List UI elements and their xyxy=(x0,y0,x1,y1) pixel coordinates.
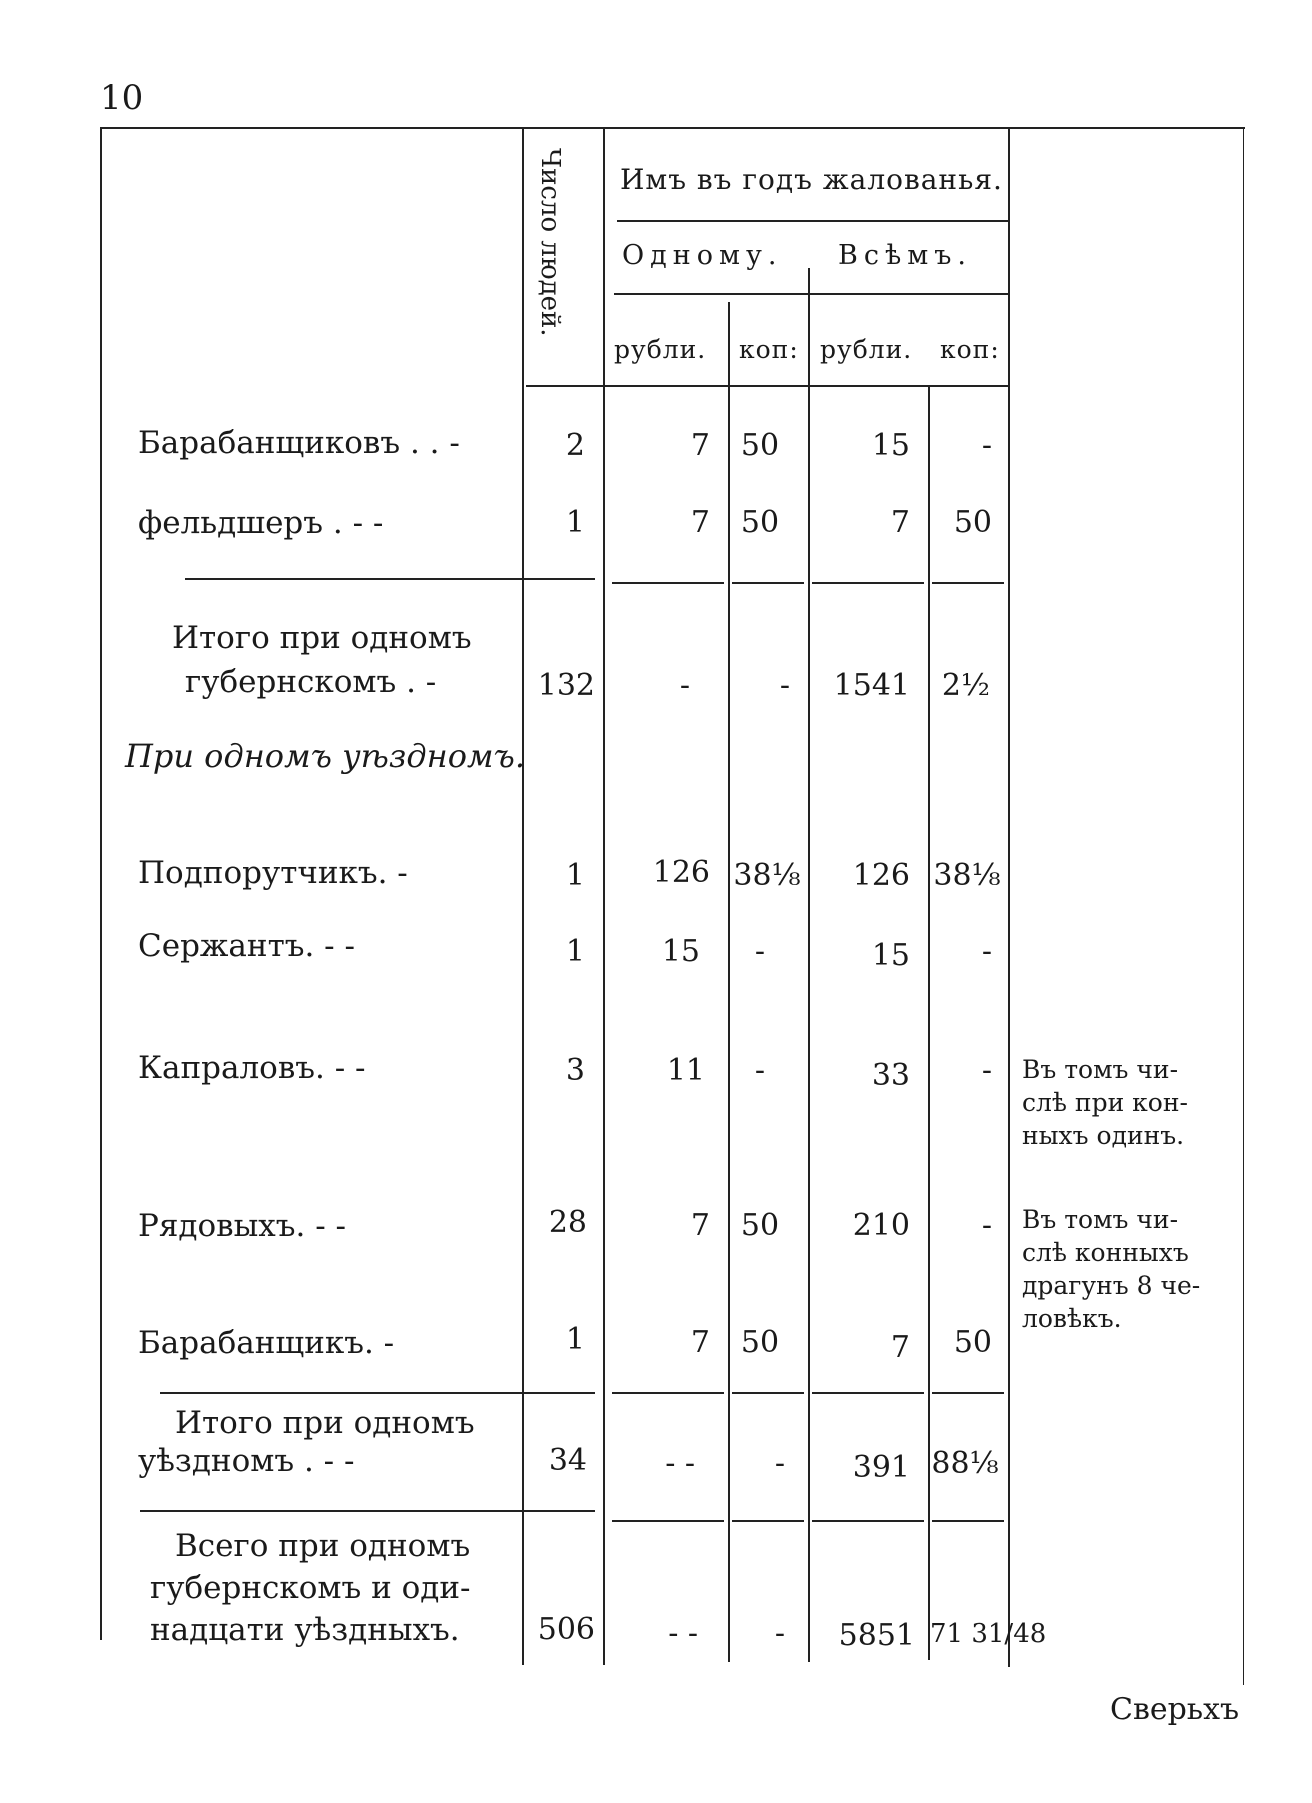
salary-header-rule xyxy=(617,220,1009,222)
count-column-header: Число людей. xyxy=(535,148,565,337)
page-number: 10 xyxy=(100,78,144,118)
total-uezd-all-rub: 391 xyxy=(852,1450,910,1485)
ryadov-note: слѣ конныхъ xyxy=(1022,1238,1189,1267)
row-label: Сержантъ. - - xyxy=(138,928,355,964)
top-rule xyxy=(100,127,1245,129)
grand-total-label: Всего при одномъ xyxy=(175,1528,471,1564)
row-all-kop: - xyxy=(981,1208,992,1243)
ryadov-note: драгунъ 8 че- xyxy=(1022,1271,1201,1300)
row-label: Подпорутчикъ. - xyxy=(138,855,408,891)
row-count: 2 xyxy=(565,428,585,463)
row-label: Барабанщикъ. - xyxy=(138,1325,395,1361)
total-uezd-label: Итого при одномъ xyxy=(175,1405,475,1441)
total-separator xyxy=(160,1392,595,1394)
total-uezd-label: уѣздномъ . - - xyxy=(138,1443,355,1479)
total-gubernia-one-kop: - xyxy=(779,668,790,703)
row-one-rub: 7 xyxy=(690,1208,710,1243)
total-separator xyxy=(612,582,724,584)
row-one-kop: 50 xyxy=(740,505,780,540)
row-label: Барабанщиковъ . . - xyxy=(138,425,460,461)
total-separator xyxy=(140,1510,595,1512)
one-kopecks-header: коп: xyxy=(739,335,799,364)
kapral-note: Въ томъ чи- xyxy=(1022,1055,1179,1084)
total-uezd-all-kop: 88⅛ xyxy=(931,1446,999,1481)
row-one-kop: 38⅛ xyxy=(733,858,801,893)
row-label: Рядовыхъ. - - xyxy=(138,1208,347,1244)
row-all-rub: 15 xyxy=(871,938,910,973)
count-col-divider xyxy=(522,127,524,1665)
total-separator xyxy=(732,1520,804,1522)
total-separator xyxy=(812,1520,924,1522)
grand-total-count: 506 xyxy=(537,1612,595,1647)
grand-total-label: надцати уѣздныхъ. xyxy=(150,1612,460,1648)
total-uezd-one-rub: - - xyxy=(665,1446,695,1481)
total-separator xyxy=(612,1520,724,1522)
total-separator xyxy=(812,582,924,584)
row-all-rub: 126 xyxy=(852,858,910,893)
kapral-note: ныхъ одинъ. xyxy=(1022,1121,1185,1150)
row-all-kop: - xyxy=(981,428,992,463)
total-separator xyxy=(812,1392,924,1394)
total-gubernia-label: Итого при одномъ xyxy=(172,620,472,656)
row-all-rub: 7 xyxy=(890,505,910,540)
total-uezd-one-kop: - xyxy=(774,1446,785,1481)
salary-col-right xyxy=(1008,127,1010,1667)
row-all-rub: 15 xyxy=(871,428,910,463)
all-rubles-header: рубли. xyxy=(820,335,913,364)
row-all-rub: 210 xyxy=(852,1208,910,1243)
total-uezd-count: 34 xyxy=(548,1443,587,1478)
left-border xyxy=(100,127,102,1640)
right-border xyxy=(1243,127,1244,1685)
row-one-kop: 50 xyxy=(740,1325,780,1360)
row-count: 28 xyxy=(548,1205,587,1240)
row-count: 1 xyxy=(565,505,585,540)
row-all-kop: 50 xyxy=(953,505,992,540)
row-one-kop: 50 xyxy=(740,428,780,463)
row-count: 1 xyxy=(565,1322,585,1357)
row-count: 3 xyxy=(565,1053,585,1088)
section-heading: При одномъ уѣздномъ. xyxy=(125,737,525,775)
ryadov-note: ловѣкъ. xyxy=(1022,1304,1122,1333)
row-all-kop: - xyxy=(981,934,992,969)
total-gubernia-one-rub: - xyxy=(679,668,690,703)
row-one-kop: 50 xyxy=(740,1208,780,1243)
per-one-header: Одному. xyxy=(622,240,783,271)
catchword: Сверьхъ xyxy=(1110,1692,1240,1727)
sub-header-rule xyxy=(614,293,1009,295)
one-rubles-header: рубли. xyxy=(614,335,707,364)
row-count: 1 xyxy=(565,858,585,893)
row-label: Капраловъ. - - xyxy=(138,1050,366,1086)
ryadov-note: Въ томъ чи- xyxy=(1022,1205,1179,1234)
total-separator xyxy=(932,1392,1004,1394)
kapral-note: слѣ при кон- xyxy=(1022,1088,1188,1117)
total-separator xyxy=(185,578,595,580)
row-all-kop: 50 xyxy=(953,1325,992,1360)
all-kopecks-header: коп: xyxy=(940,335,1000,364)
row-one-kop: - xyxy=(754,934,766,969)
grand-total-label: губернскомъ и оди- xyxy=(150,1570,471,1606)
header-bottom-rule xyxy=(526,385,1008,387)
salary-col-left xyxy=(603,127,605,1665)
grand-total-all-rub: 5851 xyxy=(838,1618,915,1653)
row-one-kop: - xyxy=(754,1053,766,1088)
row-count: 1 xyxy=(565,934,585,969)
total-separator xyxy=(732,1392,804,1394)
total-separator xyxy=(732,582,804,584)
row-all-rub: 33 xyxy=(871,1058,910,1093)
total-gubernia-count: 132 xyxy=(537,668,595,703)
salary-group-header: Имъ въ годъ жалованья. xyxy=(620,163,1003,196)
row-all-kop: 38⅛ xyxy=(933,858,1001,893)
total-separator xyxy=(932,1520,1004,1522)
row-one-rub: 11 xyxy=(666,1053,705,1088)
total-gubernia-all-rub: 1541 xyxy=(833,668,910,703)
row-all-rub: 7 xyxy=(890,1330,910,1365)
row-one-rub: 7 xyxy=(690,1325,710,1360)
grand-total-one-kop: - xyxy=(774,1616,785,1651)
row-all-kop: - xyxy=(981,1053,992,1088)
grand-total-one-rub: - - xyxy=(668,1616,698,1651)
row-one-rub: 15 xyxy=(661,934,700,969)
row-one-rub: 7 xyxy=(690,505,710,540)
row-one-rub: 126 xyxy=(652,855,710,890)
row-label: фельдшеръ . - - xyxy=(138,505,384,541)
to-all-header: Всѣмъ. xyxy=(838,240,973,271)
total-separator xyxy=(612,1392,724,1394)
grand-total-all-kop: 71 31/48 xyxy=(930,1619,1047,1649)
total-gubernia-all-kop: 2½ xyxy=(941,668,990,703)
total-separator xyxy=(932,582,1004,584)
total-gubernia-label: губернскомъ . - xyxy=(185,664,437,700)
row-one-rub: 7 xyxy=(690,428,710,463)
